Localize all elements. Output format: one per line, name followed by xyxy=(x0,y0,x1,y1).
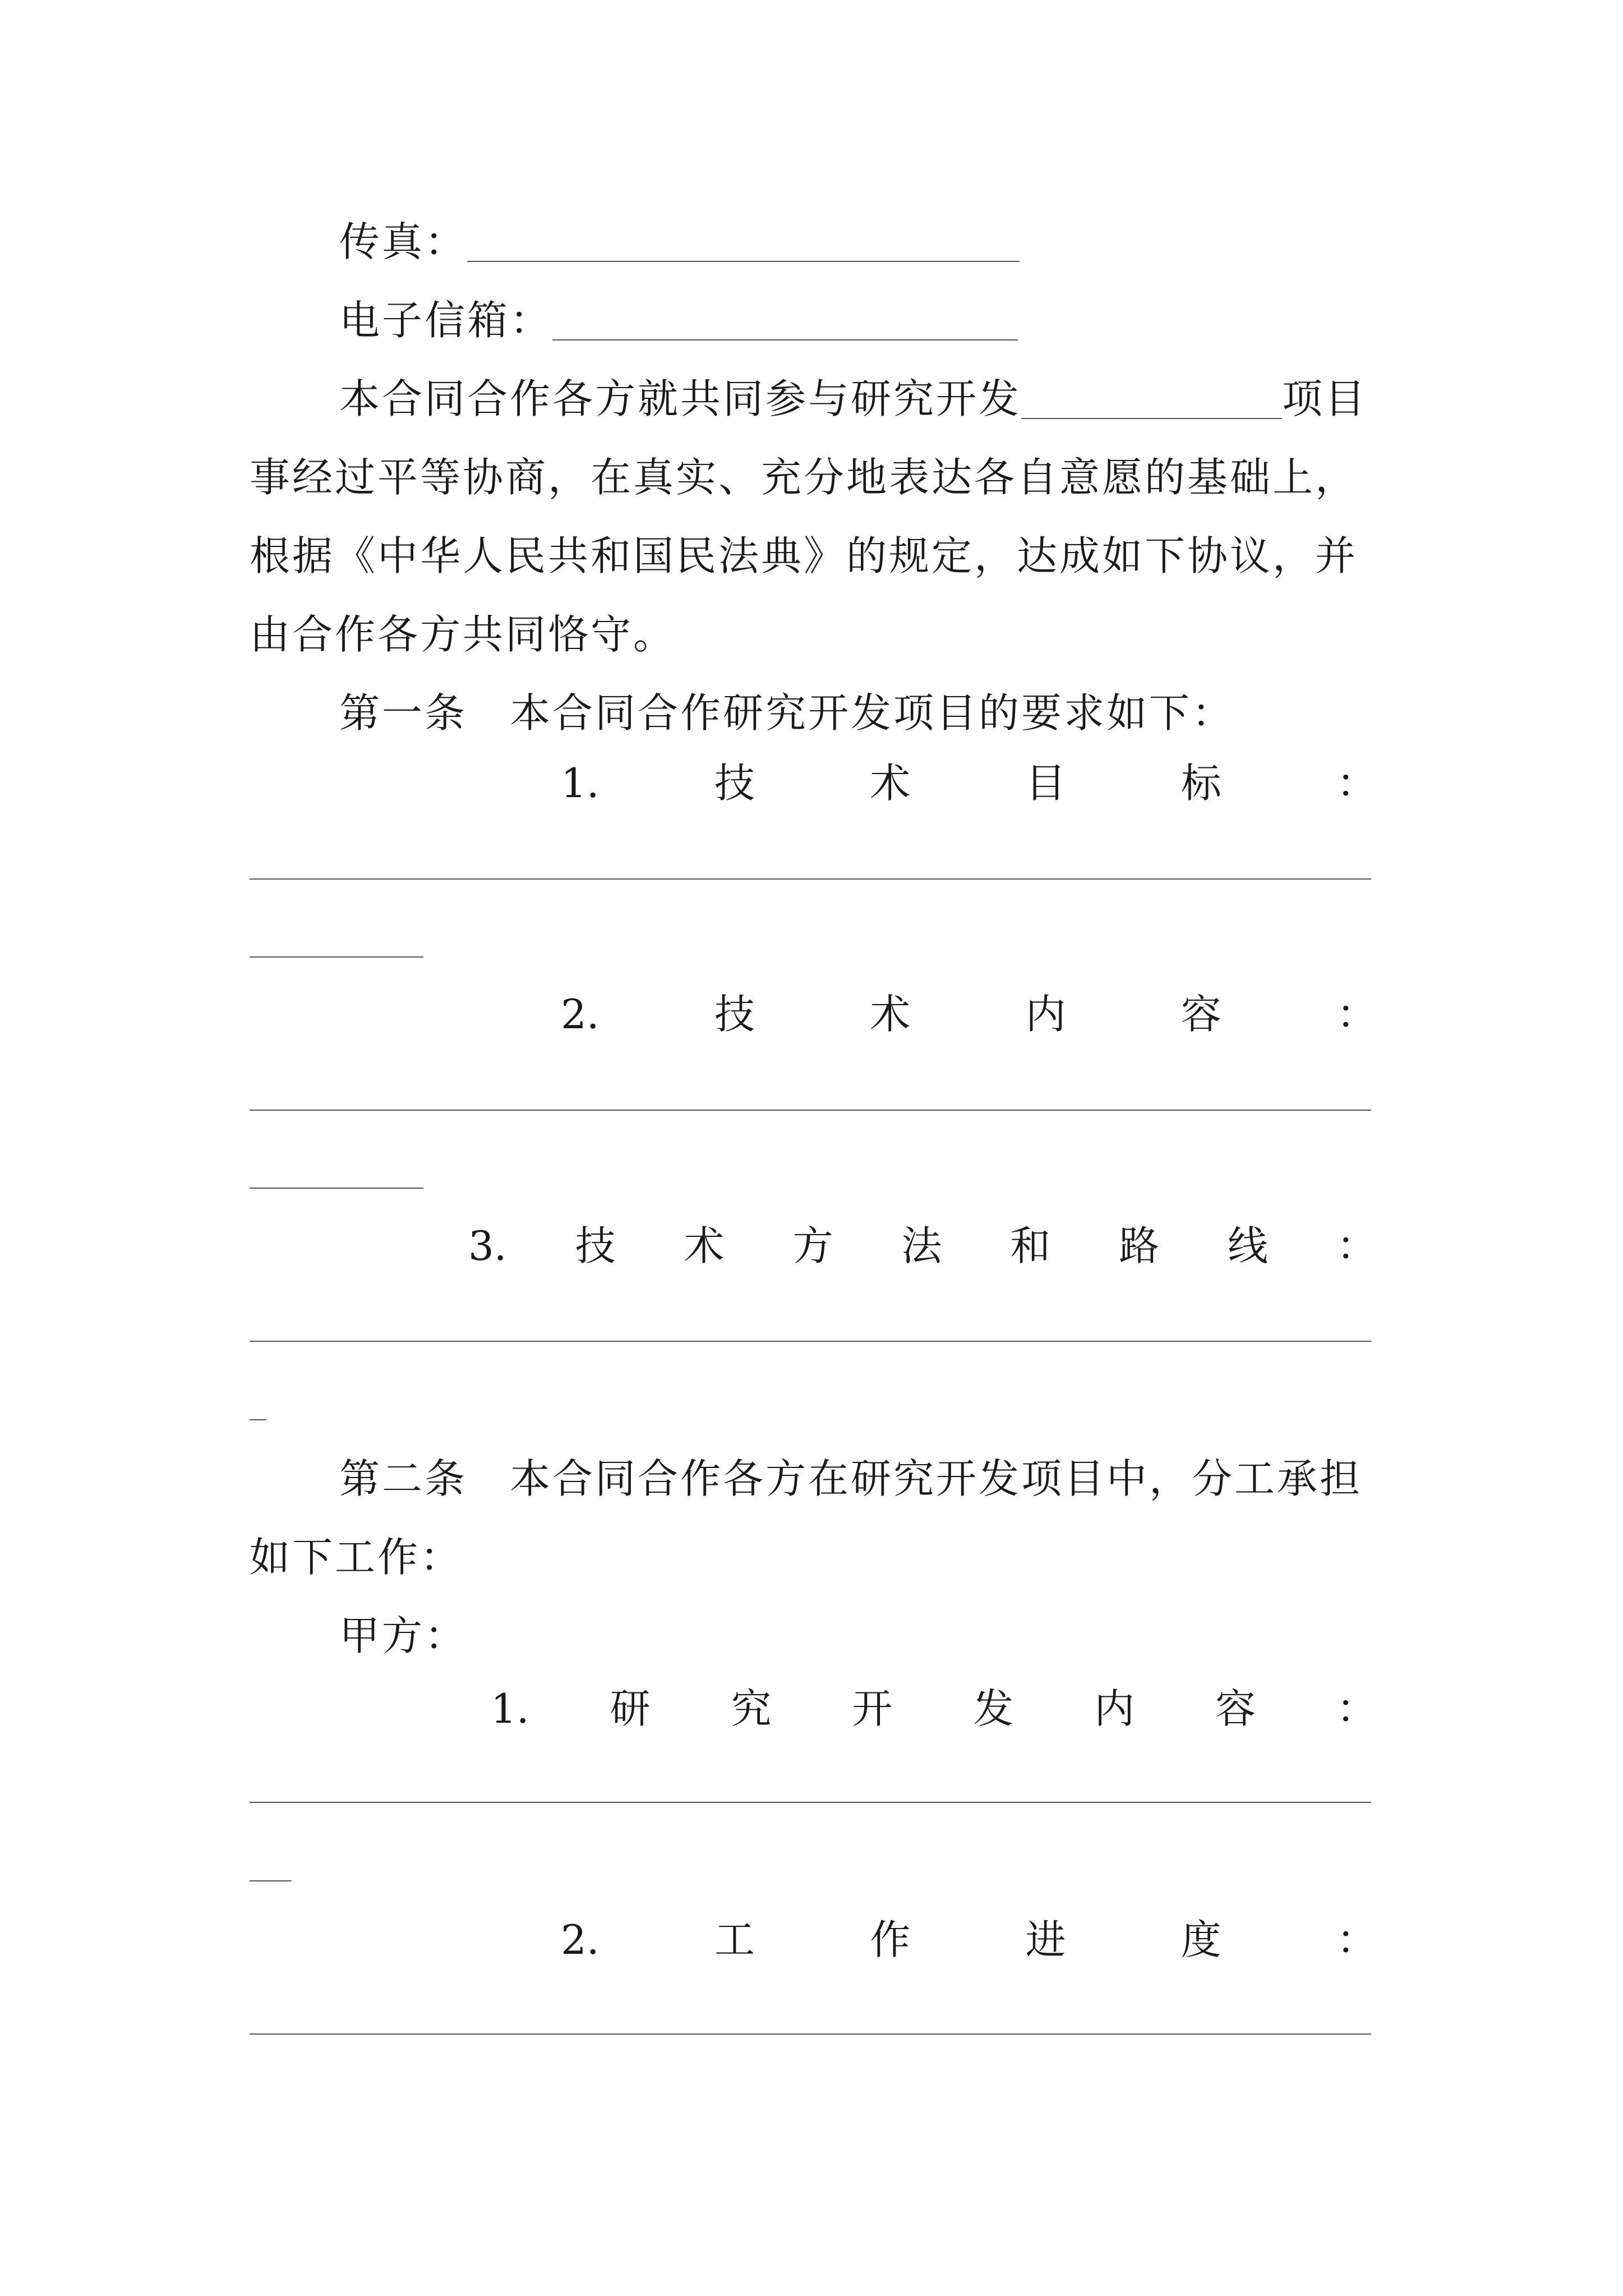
fill-line xyxy=(250,1110,1371,1111)
item-char: 术 xyxy=(870,760,911,807)
item-char: 技 xyxy=(714,991,755,1038)
item-char: 标 xyxy=(1181,760,1221,807)
item-char: 方 xyxy=(792,1222,833,1269)
item-char: 研 xyxy=(610,1685,651,1732)
item-char: 开 xyxy=(852,1685,893,1732)
email-line xyxy=(339,297,1018,344)
email-blank xyxy=(552,306,1018,341)
item-number: 2. xyxy=(561,991,600,1038)
item-char: 技 xyxy=(575,1222,616,1269)
item-char: 术 xyxy=(684,1222,725,1269)
fax-blank xyxy=(467,227,1020,262)
item-char: 线 xyxy=(1228,1222,1269,1269)
fax-line xyxy=(339,218,1020,265)
item-colon: ： xyxy=(1336,1222,1377,1269)
intro-text-1b: 项目 xyxy=(1282,375,1368,422)
item-number: 1. xyxy=(561,760,600,807)
party-a-label: 甲方： xyxy=(339,1612,468,1659)
article-1-item-3 xyxy=(468,1222,1377,1269)
article-2-heading-line-2: 如下工作： xyxy=(250,1534,463,1581)
intro-line-1 xyxy=(339,375,1368,422)
item-number: 3. xyxy=(468,1222,507,1269)
item-char: 内 xyxy=(1025,991,1066,1038)
intro-line-4: 由合作各方共同恪守。 xyxy=(250,611,676,658)
fill-line xyxy=(250,878,1371,880)
intro-line-2: 事经过平等协商，在真实、充分地表达各自意愿的基础上， xyxy=(250,454,1358,501)
item-colon: ： xyxy=(1336,1916,1377,1963)
intro-text-1a: 本合同合作各方就共同参与研究开发 xyxy=(339,375,1022,422)
item-char: 度 xyxy=(1181,1916,1221,1963)
item-number: 2. xyxy=(561,1916,600,1963)
item-char: 作 xyxy=(870,1916,911,1963)
item-char: 和 xyxy=(1010,1222,1051,1269)
item-colon: ： xyxy=(1336,760,1377,807)
article-1-item-2 xyxy=(561,991,1377,1038)
item-number: 1. xyxy=(491,1685,529,1732)
item-char: 发 xyxy=(973,1685,1014,1732)
fill-line xyxy=(250,1341,1371,1342)
item-char: 容 xyxy=(1215,1685,1256,1732)
fill-line-short xyxy=(250,1419,266,1420)
article-1-heading: 第一条 本合同合作研究开发项目的要求如下： xyxy=(339,689,1235,737)
fill-line-short xyxy=(250,956,423,958)
article-1-item-1 xyxy=(561,760,1377,807)
fax-label: 传真： xyxy=(339,218,468,265)
item-char: 目 xyxy=(1025,760,1066,807)
item-char: 进 xyxy=(1025,1916,1066,1963)
item-char: 究 xyxy=(731,1685,772,1732)
item-char: 容 xyxy=(1181,991,1221,1038)
item-char: 内 xyxy=(1094,1685,1135,1732)
article-2-item-1 xyxy=(491,1685,1377,1732)
article-2-heading-line-1: 第二条 本合同合作各方在研究开发项目中，分工承担 xyxy=(339,1455,1363,1502)
item-colon: ： xyxy=(1336,1685,1377,1732)
fill-line-short xyxy=(250,1880,292,1881)
item-char: 路 xyxy=(1119,1222,1160,1269)
article-2-item-2 xyxy=(561,1916,1377,1963)
item-char: 术 xyxy=(870,991,911,1038)
email-label: 电子信箱： xyxy=(339,297,553,344)
item-char: 工 xyxy=(714,1916,755,1963)
fill-line xyxy=(250,1802,1371,1803)
item-char: 技 xyxy=(714,760,755,807)
project-name-blank xyxy=(1021,384,1282,419)
intro-line-3: 根据《中华人民共和国民法典》的规定，达成如下协议，并 xyxy=(250,532,1358,579)
fill-line-short xyxy=(250,1188,423,1189)
item-char: 法 xyxy=(901,1222,942,1269)
fill-line xyxy=(250,2033,1371,2035)
item-colon: ： xyxy=(1336,991,1377,1038)
